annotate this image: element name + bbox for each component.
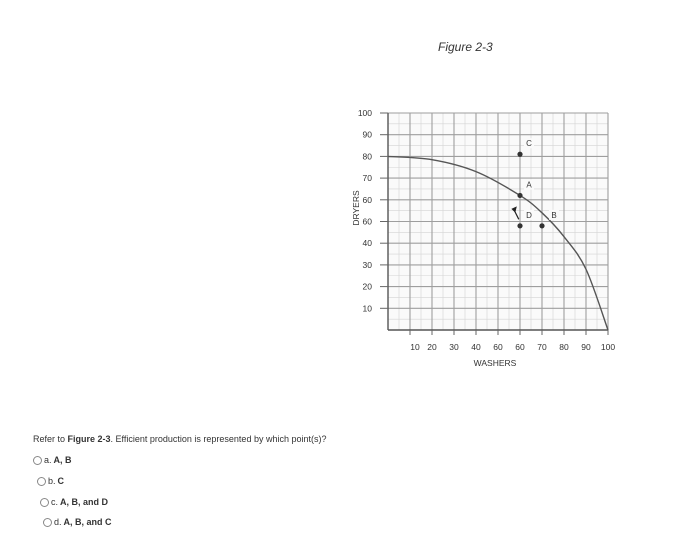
question-suffix: . Efficient production is represented by which point(s)? (110, 434, 327, 444)
x-tick-label: 60 (493, 342, 503, 352)
point-d-label: D (526, 210, 532, 220)
point-a-marker (517, 193, 522, 198)
y-tick-label: 60 (362, 216, 372, 227)
point-d-marker (517, 223, 522, 228)
x-tick-label: 90 (581, 342, 591, 352)
y-tick-label: 30 (362, 259, 372, 270)
x-tick-label: 60 (515, 342, 525, 352)
radio-option-b[interactable] (37, 477, 46, 486)
option-c-letter: c. (51, 497, 59, 507)
option-b-text: C (57, 476, 65, 486)
question-text (33, 434, 326, 444)
option-c-text: A, B, and D (60, 497, 109, 507)
point-a-label: A (526, 180, 532, 190)
y-tick-label: 80 (362, 151, 372, 162)
option-b[interactable] (37, 476, 64, 486)
y-tick-label: 10 (362, 303, 372, 314)
x-tick-label: 10 (410, 342, 420, 352)
option-a-text: A, B (53, 455, 72, 465)
y-tick-label: 70 (362, 173, 372, 184)
y-tick-label: 40 (362, 238, 372, 249)
x-tick-label: 70 (537, 342, 547, 352)
x-tick-label: 30 (449, 342, 459, 352)
point-b-label: B (551, 210, 557, 220)
option-b-letter: b. (48, 476, 56, 486)
figure-title: Figure 2-3 (438, 40, 493, 54)
y-tick-label: 100 (357, 108, 372, 118)
point-c-marker (517, 152, 522, 157)
radio-option-d[interactable] (43, 518, 52, 527)
question-prefix: Refer to (33, 434, 68, 444)
point-b-marker (539, 223, 544, 228)
y-tick-label: 20 (362, 281, 372, 292)
x-tick-label: 100 (600, 342, 616, 352)
point-c-label: C (526, 139, 532, 149)
option-a[interactable] (33, 455, 72, 465)
option-a-letter: a. (44, 455, 52, 465)
x-tick-label: 80 (559, 342, 569, 352)
x-tick-label: 20 (427, 342, 437, 352)
y-tick-label: 90 (362, 129, 372, 140)
x-tick-label: 40 (471, 342, 481, 352)
option-c[interactable] (40, 497, 108, 507)
y-axis-label: DRYERS (351, 190, 361, 226)
radio-option-a[interactable] (33, 456, 42, 465)
option-d-text: A, B, and C (63, 517, 112, 527)
y-tick-label: 60 (362, 194, 372, 205)
radio-option-c[interactable] (40, 498, 49, 507)
option-d[interactable] (43, 517, 112, 527)
x-axis-label: WASHERS (473, 358, 517, 368)
question-figure-ref: Figure 2-3 (67, 434, 111, 444)
option-d-letter: d. (54, 517, 62, 527)
